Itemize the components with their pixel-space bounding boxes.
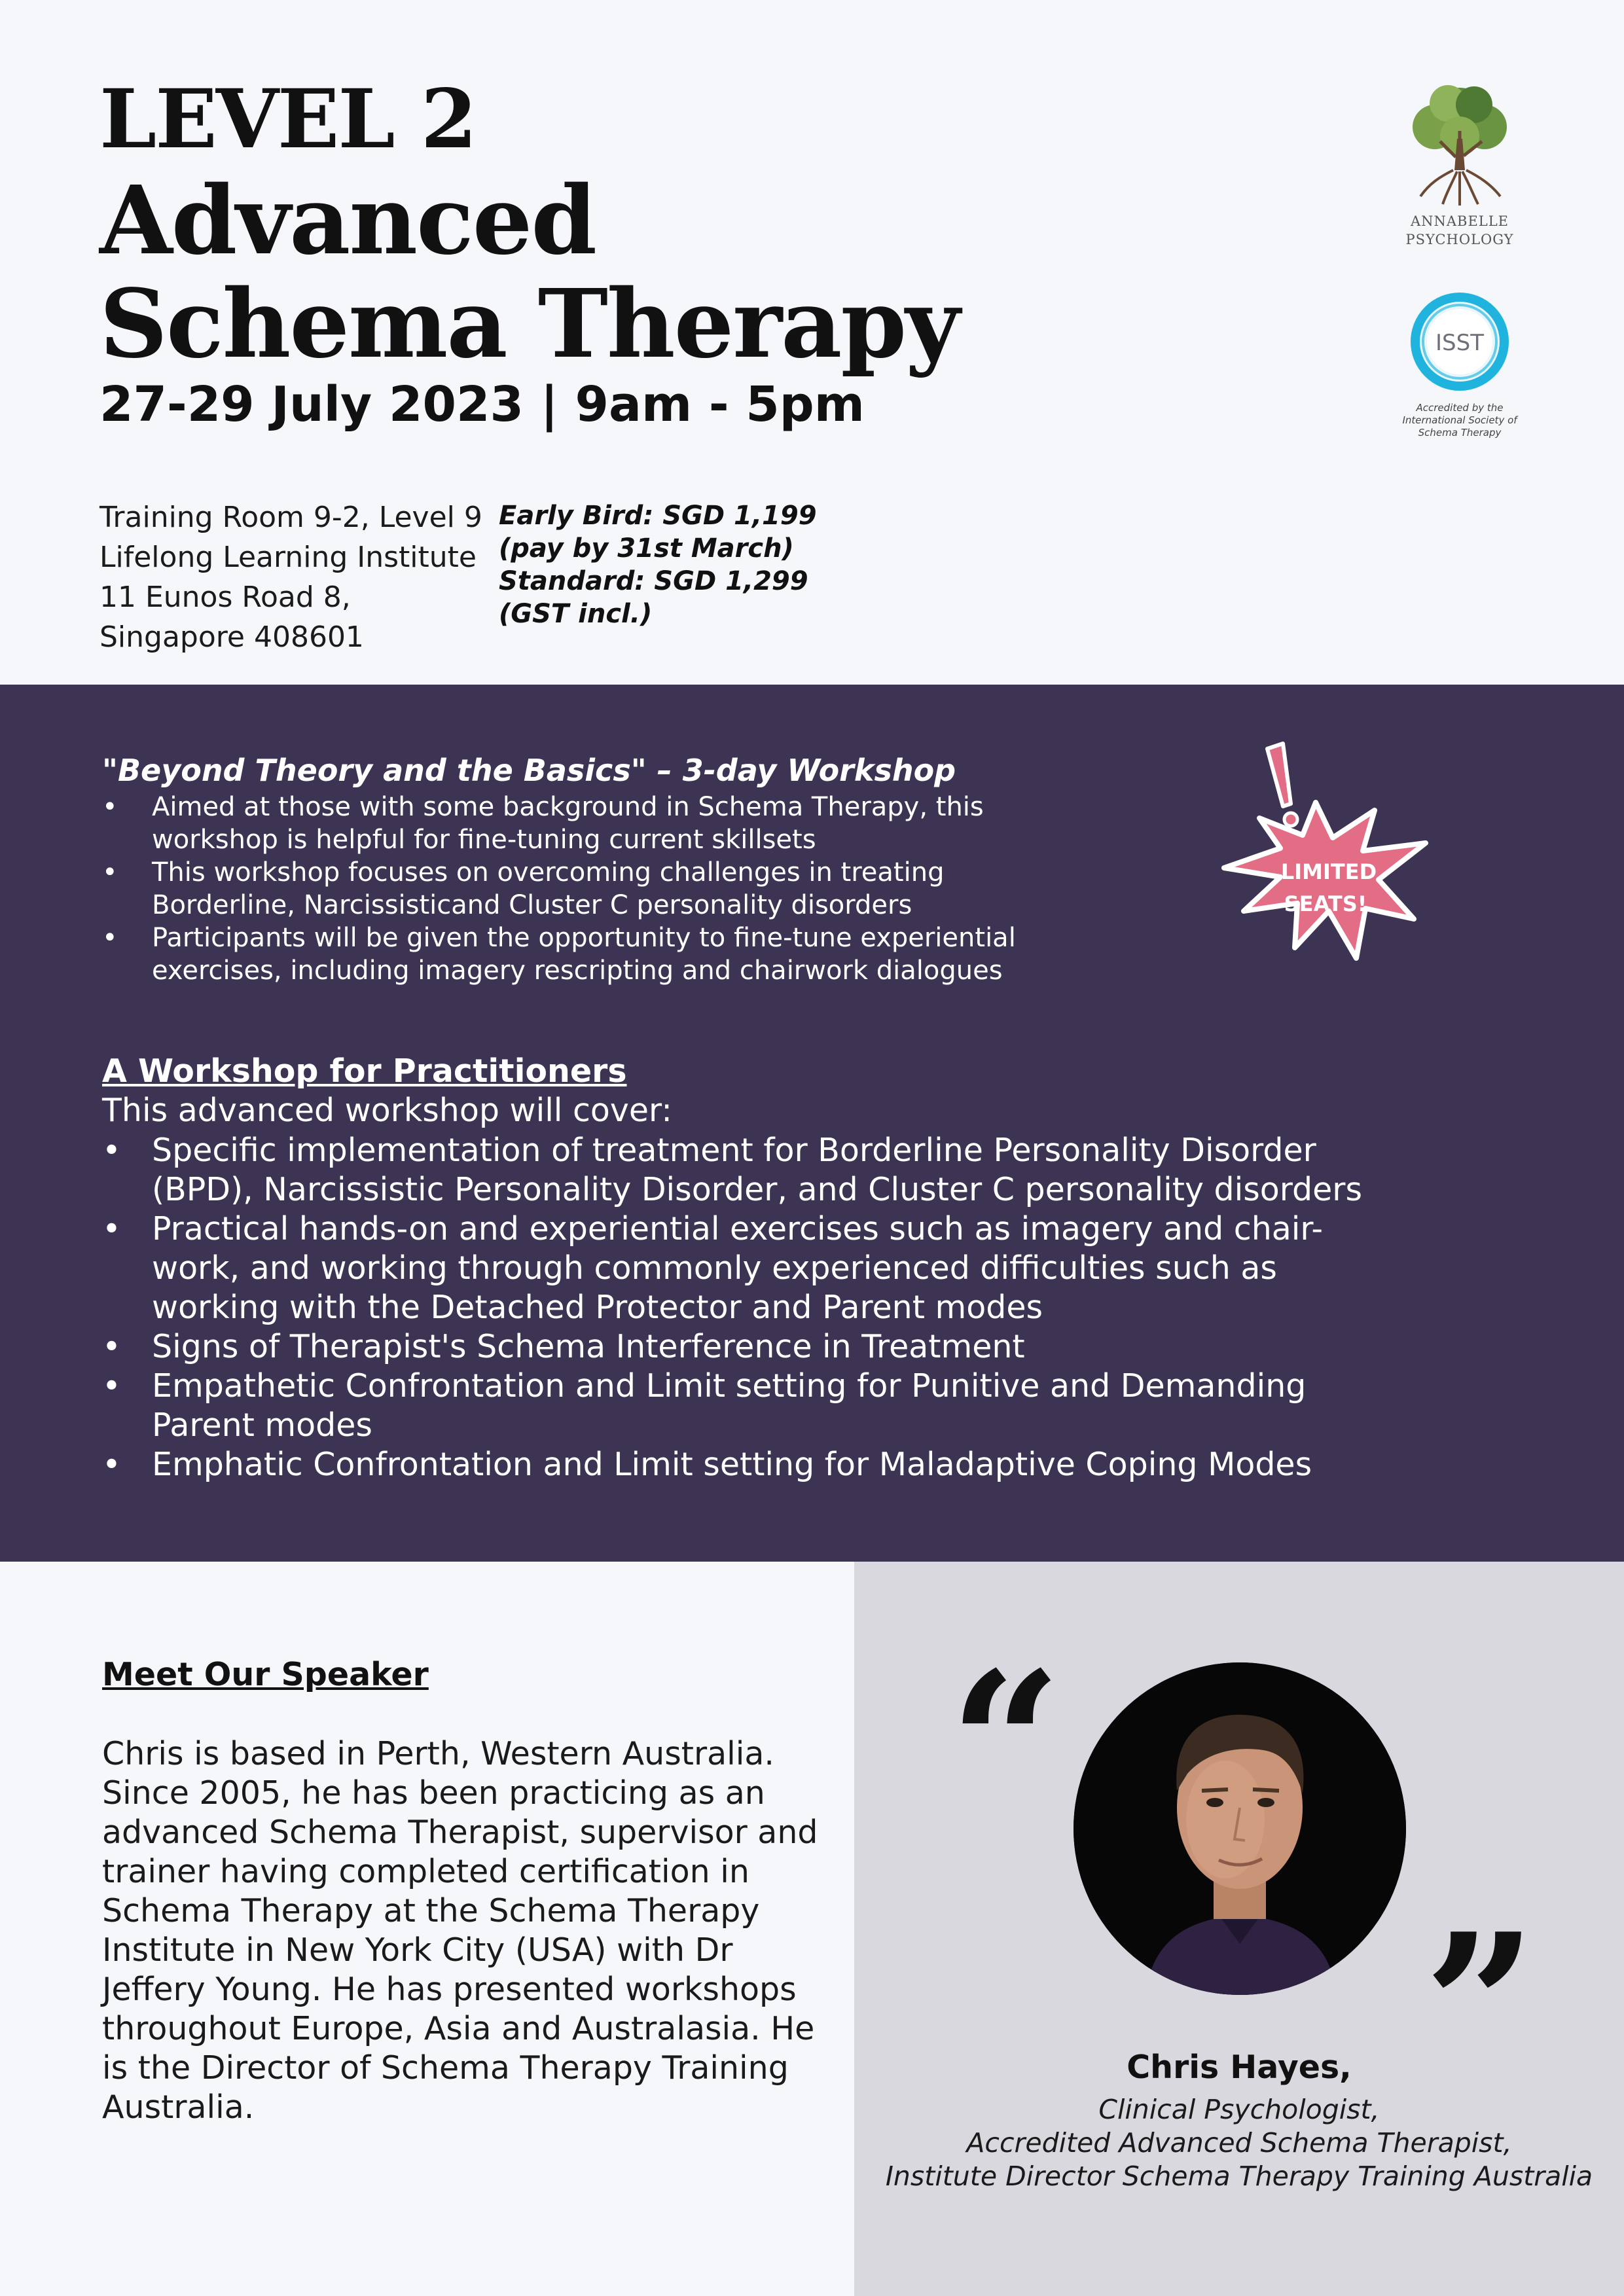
isst-label: ISST xyxy=(1435,330,1484,356)
annabelle-psychology-logo xyxy=(1394,79,1525,249)
bio-line: Australia. xyxy=(102,2089,255,2126)
open-quote-icon: “ xyxy=(949,1628,1062,1859)
list-item: • This workshop focuses on overcoming challenges in treating Borderline, Narcissisticand Cluster C personality disorders xyxy=(102,856,1051,922)
starburst-icon xyxy=(1218,740,1440,975)
badge-line2: SEATS! xyxy=(1284,891,1367,916)
price-line: Early Bird: SGD 1,199 xyxy=(499,501,817,531)
list-item: • Aimed at those with some background in Schema Therapy, this workshop is helpful for fine-tuning current skillsets xyxy=(102,791,1051,856)
isst-caption-line: Schema Therapy xyxy=(1418,427,1502,439)
date-time: 27-29 July 2023 | 9am - 5pm xyxy=(99,376,865,433)
bio-line: advanced Schema Therapist, supervisor and xyxy=(102,1814,818,1851)
workshop-title: "Beyond Theory and the Basics" – 3-day Workshop xyxy=(102,753,956,788)
annabelle-caption xyxy=(1394,212,1525,249)
price-line: Standard: SGD 1,299 xyxy=(499,566,808,596)
bio-line: trainer having completed certification in xyxy=(102,1853,749,1890)
list-item: • Specific implementation of treatment for Borderline Personality Disorder (BPD), Narcissistic Personality Disorder, and Cluster C personality disorders xyxy=(102,1131,1379,1210)
practitioners-intro: This advanced workshop will cover: xyxy=(102,1092,672,1129)
tree-icon xyxy=(1401,79,1519,207)
speaker-role: Institute Director Schema Therapy Training Australia xyxy=(885,2161,1593,2192)
person-portrait-icon xyxy=(1074,1662,1406,1995)
isst-ring-icon xyxy=(1406,288,1513,395)
annabelle-line2: PSYCHOLOGY xyxy=(1405,232,1514,247)
price-line: (pay by 31st March) xyxy=(499,533,794,564)
title-level: LEVEL 2 xyxy=(99,72,477,167)
isst-caption-line: International Society of xyxy=(1402,414,1517,426)
venue-line: Training Room 9-2, Level 9 xyxy=(99,501,482,534)
practitioners-bullets xyxy=(102,1131,1379,1484)
bio-line: throughout Europe, Asia and Australasia. He xyxy=(102,2010,815,2047)
page-title xyxy=(99,71,1081,379)
limited-seats-badge xyxy=(1218,740,1440,975)
speaker-bio xyxy=(102,1734,829,2127)
bio-line: Schema Therapy at the Schema Therapy xyxy=(102,1892,760,1929)
bio-line: Since 2005, he has been practicing as an xyxy=(102,1774,765,1812)
bio-line: is the Director of Schema Therapy Training xyxy=(102,2049,789,2087)
title-schema-therapy: Schema Therapy xyxy=(99,268,959,379)
title-advanced: Advanced xyxy=(99,165,596,276)
isst-caption xyxy=(1388,402,1532,439)
speaker-section-title: Meet Our Speaker xyxy=(102,1656,429,1693)
venue-line: 11 Eunos Road 8, xyxy=(99,581,351,614)
workshop-bullets xyxy=(102,791,1051,987)
annabelle-line1: ANNABELLE xyxy=(1410,213,1509,229)
speaker-name: Chris Hayes, xyxy=(1127,2049,1352,2086)
list-item: • Participants will be given the opportunity to fine-tune experiential exercises, including imagery rescripting and chairwork dialogues xyxy=(102,922,1051,987)
isst-logo xyxy=(1406,288,1513,398)
list-item: • Practical hands-on and experiential exercises such as imagery and chair-work, and working through commonly experienced difficulties such as working with the Detached Protector and Parent modes xyxy=(102,1210,1379,1327)
list-item: • Emphatic Confrontation and Limit setting for Maladaptive Coping Modes xyxy=(102,1445,1379,1484)
venue-line: Singapore 408601 xyxy=(99,620,364,654)
list-item: • Empathetic Confrontation and Limit setting for Punitive and Demanding Parent modes xyxy=(102,1367,1379,1445)
badge-line1: LIMITED xyxy=(1280,859,1377,884)
close-quote-icon: ” xyxy=(1424,1890,1537,2121)
speaker-role: Accredited Advanced Schema Therapist, xyxy=(966,2127,1512,2159)
isst-caption-line: Accredited by the xyxy=(1416,402,1504,414)
speaker-roles xyxy=(854,2093,1624,2193)
speaker-role: Clinical Psychologist, xyxy=(1098,2094,1380,2125)
price-line: (GST incl.) xyxy=(499,599,653,629)
bio-line: Jeffery Young. He has presented workshops xyxy=(102,1971,797,2008)
bio-line: Chris is based in Perth, Western Australia. xyxy=(102,1735,774,1772)
list-item: • Signs of Therapist's Schema Interference in Treatment xyxy=(102,1327,1379,1367)
venue-line: Lifelong Learning Institute xyxy=(99,541,477,574)
speaker-photo xyxy=(1074,1662,1406,1995)
pricing xyxy=(499,499,817,630)
bio-line: Institute in New York City (USA) with Dr xyxy=(102,1931,733,1969)
practitioners-title: A Workshop for Practitioners xyxy=(102,1052,627,1090)
venue-address xyxy=(99,497,482,657)
